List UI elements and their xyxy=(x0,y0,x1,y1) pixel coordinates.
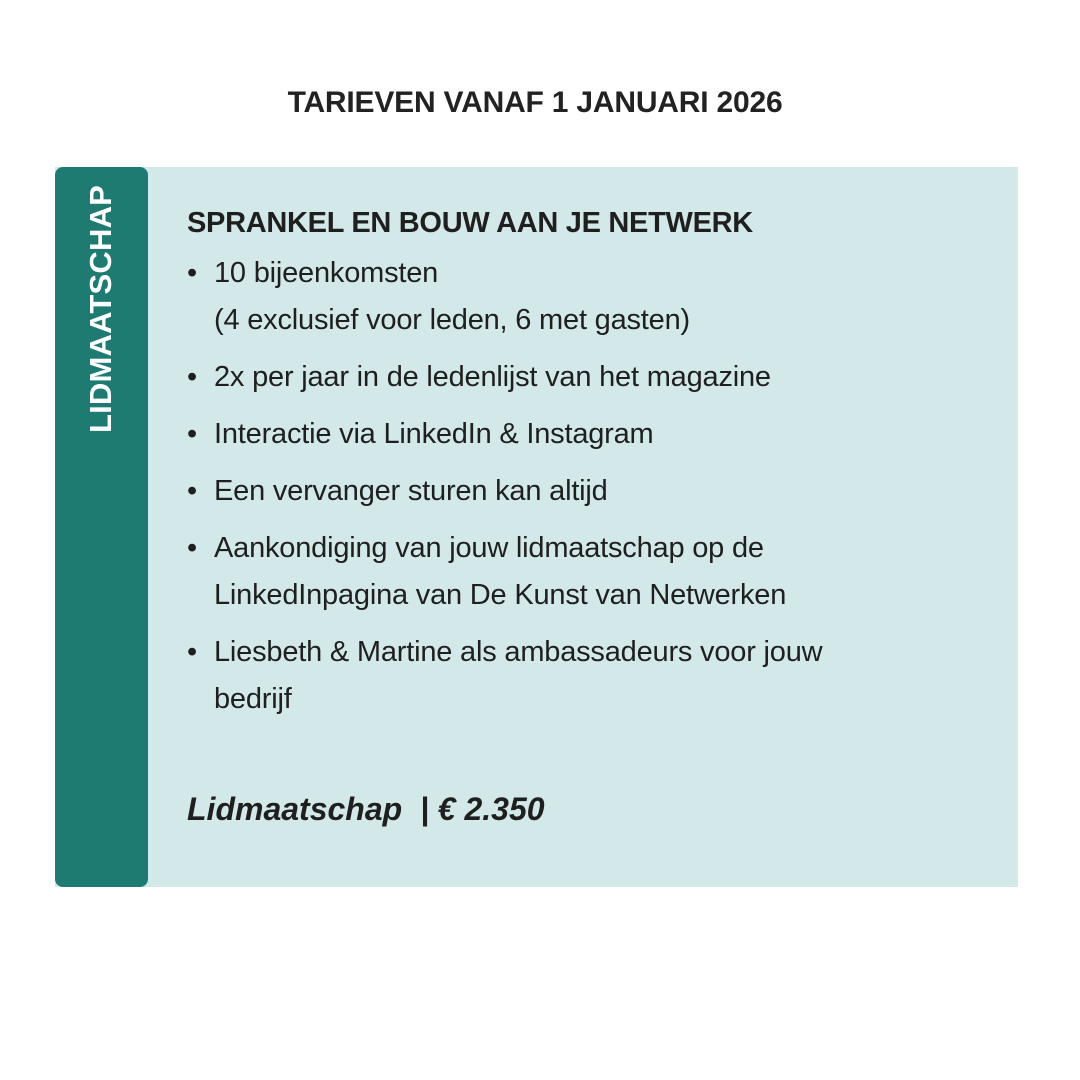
feature-item xyxy=(187,354,987,401)
feature-line: Aankondiging van jouw lidmaatschap op de xyxy=(214,532,764,564)
feature-line: 10 bijeenkomsten xyxy=(214,257,439,289)
card-heading: SPRANKEL EN BOUW AAN JE NETWERK xyxy=(187,207,753,239)
price-amount: € 2.350 xyxy=(437,791,545,827)
bullet-icon: • xyxy=(187,361,197,393)
bullet-icon: • xyxy=(187,418,197,450)
feature-line: 2x per jaar in de ledenlijst van het magazine xyxy=(214,361,771,393)
feature-item xyxy=(187,468,987,515)
bullet-icon: • xyxy=(187,532,197,564)
feature-line: LinkedInpagina van De Kunst van Netwerken xyxy=(214,579,787,611)
feature-line: (4 exclusief voor leden, 6 met gasten) xyxy=(214,304,690,336)
price-label: Lidmaatschap xyxy=(187,791,403,827)
membership-card xyxy=(55,167,1018,887)
feature-line: Een vervanger sturen kan altijd xyxy=(214,475,608,507)
feature-line: bedrijf xyxy=(214,683,292,715)
price-line xyxy=(187,791,545,828)
side-tab-label: LIDMAATSCHAP xyxy=(83,184,118,434)
feature-item xyxy=(187,525,987,619)
page-title: TARIEVEN VANAF 1 JANUARI 2026 xyxy=(287,86,783,119)
feature-item xyxy=(187,411,987,458)
feature-line: Liesbeth & Martine als ambassadeurs voor jouw xyxy=(214,636,823,668)
feature-item xyxy=(187,629,987,723)
card-content xyxy=(187,207,987,733)
price-separator: | xyxy=(419,791,429,827)
bullet-icon: • xyxy=(187,257,197,289)
feature-list xyxy=(187,250,987,723)
bullet-icon: • xyxy=(187,475,197,507)
bullet-icon: • xyxy=(187,636,197,668)
feature-line: Interactie via LinkedIn & Instagram xyxy=(214,418,654,450)
side-tab xyxy=(55,167,148,887)
feature-item xyxy=(187,250,987,344)
